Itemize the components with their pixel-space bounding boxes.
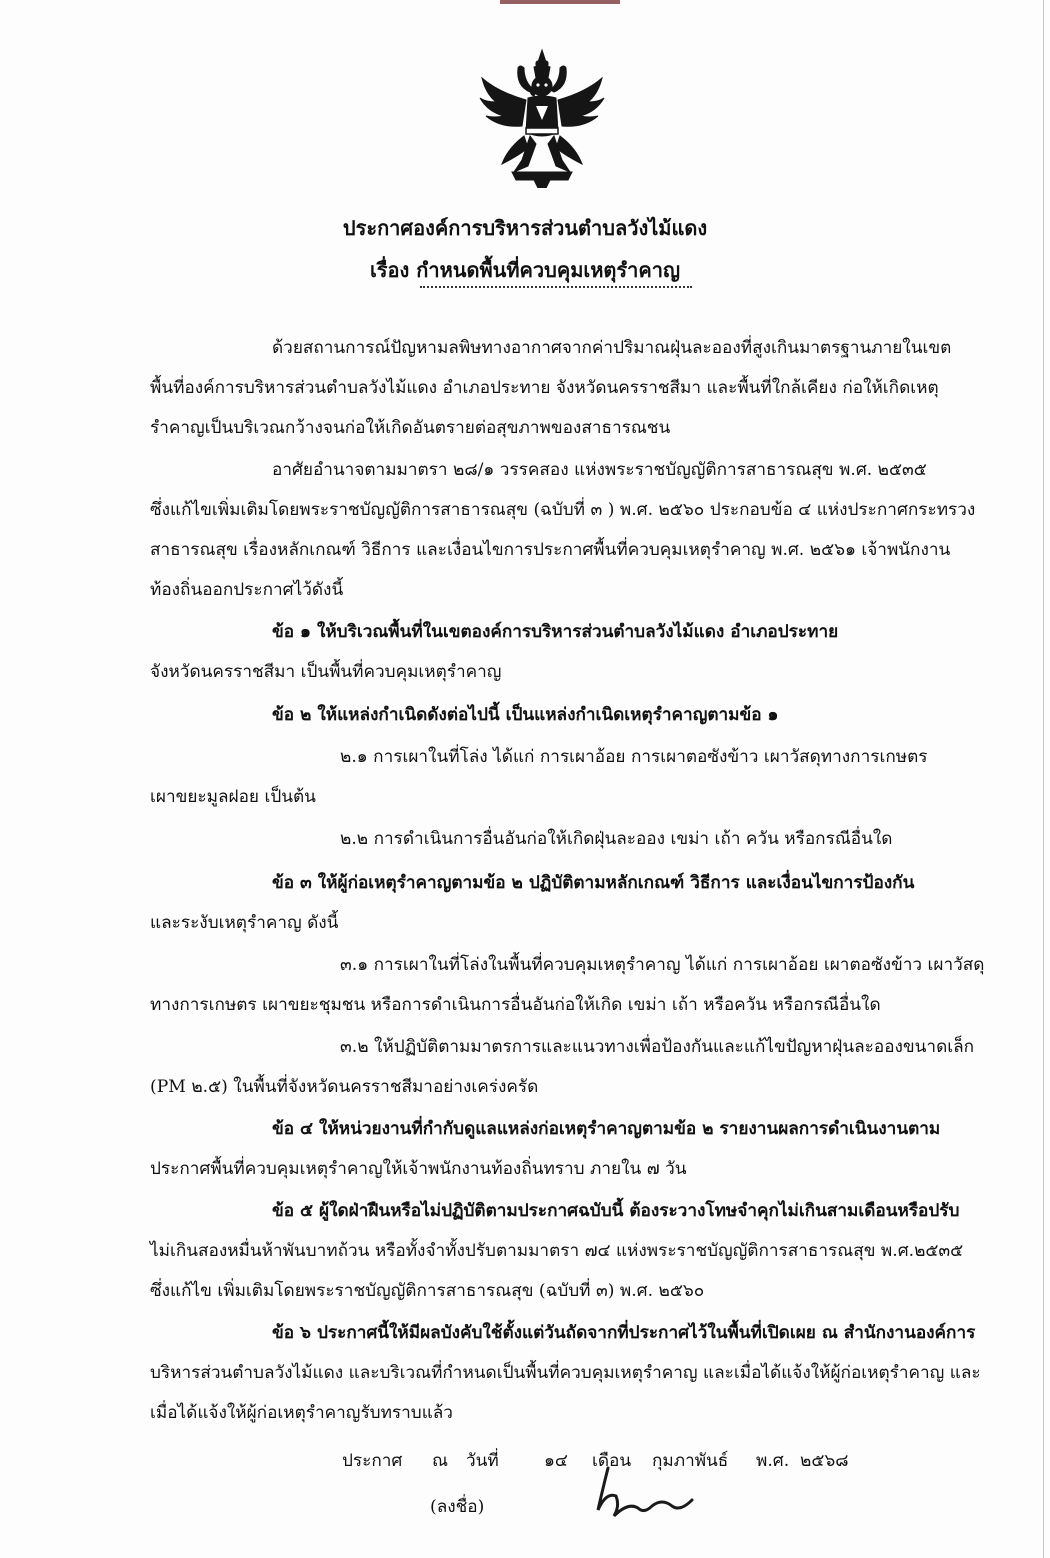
announce-label: ประกาศ: [342, 1451, 403, 1471]
authority-line-4: ท้องถิ่นออกประกาศไว้ดังนี้: [150, 580, 344, 600]
clause-6-line-1: ข้อ ๖ ประกาศนี้ให้มีผลบังคับใช้ตั้งแต่วันถัดจากที่ประกาศไว้ในพื้นที่เปิดเผย ณ สำนักงานองค์การ: [272, 1323, 976, 1343]
announce-day-label: วันที่: [466, 1451, 499, 1471]
sign-label: (ลงชื่อ): [430, 1497, 485, 1517]
clause-5-line-3: ซึ่งแก้ไข เพิ่มเติมโดยพระราชบัญญัติการสาธารณสุข (ฉบับที่ ๓) พ.ศ. ๒๕๖๐: [150, 1281, 705, 1301]
clause-6-line-2: บริหารส่วนตำบลวังไม้แดง และบริเวณที่กำหนดเป็นพื้นที่ควบคุมเหตุรำคาญ และเมื่อได้แจ้งให้ผู้ก่อเหตุรำคาญ และ: [150, 1363, 981, 1383]
authority-line-3: สาธารณสุข เรื่องหลักเกณฑ์ วิธีการ และเงื่อนไขการประกาศพื้นที่ควบคุมเหตุรำคาญ พ.ศ. ๒๕๖๑ เจ้าพนักงาน: [150, 540, 951, 560]
clause-3-1-line-2: ทางการเกษตร เผาขยะชุมชน หรือการดำเนินการอื่นอันก่อให้เกิด เขม่า เถ้า หรือควัน หรือกรณีอื่นใด: [150, 995, 881, 1015]
announcement-subject: เรื่อง กำหนดพื้นที่ควบคุมเหตุรำคาญ: [369, 258, 681, 282]
clause-2-2-line-1: ๒.๒ การดำเนินการอื่นอันก่อให้เกิดฝุ่นละออง เขม่า เถ้า ควัน หรือกรณีอื่นใด: [340, 829, 893, 849]
authority-line-1: อาศัยอำนาจตามมาตรา ๒๘/๑ วรรคสอง แห่งพระราชบัญญัติการสาธารณสุข พ.ศ. ๒๕๓๕: [272, 460, 927, 480]
clause-4-line-1: ข้อ ๔ ให้หน่วยงานที่กำกับดูแลแหล่งก่อเหตุรำคาญตามข้อ ๒ รายงานผลการดำเนินงานตาม: [272, 1119, 941, 1139]
clause-1-line-2: จังหวัดนครราชสีมา เป็นพื้นที่ควบคุมเหตุรำคาญ: [150, 662, 502, 682]
scan-edge-mark: [500, 0, 620, 4]
clause-3-line-1: ข้อ ๓ ให้ผู้ก่อเหตุรำคาญตามข้อ ๒ ปฏิบัติตามหลักเกณฑ์ วิธีการ และเงื่อนไขการป้องกัน: [272, 873, 915, 893]
clause-3-2-line-2: (PM ๒.๕) ในพื้นที่จังหวัดนครราชสีมาอย่างเคร่งครัด: [150, 1077, 539, 1097]
announce-year: ๒๕๖๘: [800, 1451, 849, 1471]
announce-month-label: เดือน: [592, 1451, 632, 1471]
announce-year-label: พ.ศ.: [756, 1451, 790, 1471]
intro-line-2: พื้นที่องค์การบริหารส่วนตำบลวังไม้แดง อำเภอประทาย จังหวัดนครราชสีมา และพื้นที่ใกล้เคียง ก่อให้เกิดเหตุ: [150, 378, 939, 398]
announcement-title: ประกาศองค์การบริหารส่วนตำบลวังไม้แดง: [342, 216, 708, 240]
title-dotted-divider: [420, 286, 692, 288]
clause-2-line-1: ข้อ ๒ ให้แหล่งกำเนิดดังต่อไปนี้ เป็นแหล่งกำเนิดเหตุรำคาญตามข้อ ๑: [272, 705, 779, 725]
clause-2-1-line-1: ๒.๑ การเผาในที่โล่ง ได้แก่ การเผาอ้อย การเผาตอซังข้าว เผาวัสดุทางการเกษตร: [340, 747, 928, 767]
intro-line-3: รำคาญเป็นบริเวณกว้างจนก่อให้เกิดอันตรายต่อสุขภาพของสาธารณชน: [150, 418, 671, 438]
intro-line-1: ด้วยสถานการณ์ปัญหามลพิษทางอากาศจากค่าปริมาณฝุ่นละอองที่สูงเกินมาตรฐานภายในเขต: [272, 338, 952, 358]
clause-5-line-2: ไม่เกินสองหมื่นห้าพันบาทถ้วน หรือทั้งจำทั้งปรับตามมาตรา ๗๔ แห่งพระราชบัญญัติการสาธารณสุข พ.ศ.๒๕๓๕: [150, 1241, 964, 1261]
announce-at: ณ: [432, 1451, 448, 1471]
handwritten-signature-icon: [588, 1462, 700, 1530]
clause-6-line-3: เมื่อได้แจ้งให้ผู้ก่อเหตุรำคาญรับทราบแล้ว: [150, 1403, 453, 1423]
clause-2-1-line-2: เผาขยะมูลฝอย เป็นต้น: [150, 787, 316, 807]
clause-5-line-1: ข้อ ๕ ผู้ใดฝ่าฝืนหรือไม่ปฏิบัติตามประกาศฉบับนี้ ต้องระวางโทษจำคุกไม่เกินสามเดือนหรือปรับ: [272, 1201, 960, 1221]
authority-line-2: ซึ่งแก้ไขเพิ่มเติมโดยพระราชบัญญัติการสาธารณสุข (ฉบับที่ ๓ ) พ.ศ. ๒๕๖๐ ประกอบข้อ ๔ แห่งประกาศกระทรวง: [150, 500, 976, 520]
announce-day: ๑๔: [544, 1451, 568, 1471]
clause-4-line-2: ประกาศพื้นที่ควบคุมเหตุรำคาญให้เจ้าพนักงานท้องถิ่นทราบ ภายใน ๗ วัน: [150, 1159, 687, 1179]
clause-3-2-line-1: ๓.๒ ให้ปฏิบัติตามมาตรการและแนวทางเพื่อป้องกันและแก้ไขปัญหาฝุ่นละอองขนาดเล็ก: [340, 1037, 975, 1057]
clause-1-line-1: ข้อ ๑ ให้บริเวณพื้นที่ในเขตองค์การบริหารส่วนตำบลวังไม้แดง อำเภอประทาย: [272, 622, 839, 642]
announce-month: กุมภาพันธ์: [652, 1451, 729, 1471]
clause-3-1-line-1: ๓.๑ การเผาในที่โล่งในพื้นที่ควบคุมเหตุรำคาญ ได้แก่ การเผาอ้อย เผาตอซังข้าว เผาวัสดุ: [340, 955, 985, 975]
clause-3-line-2: และระงับเหตุรำคาญ ดังนี้: [150, 913, 339, 933]
garuda-emblem-icon: [478, 48, 606, 188]
